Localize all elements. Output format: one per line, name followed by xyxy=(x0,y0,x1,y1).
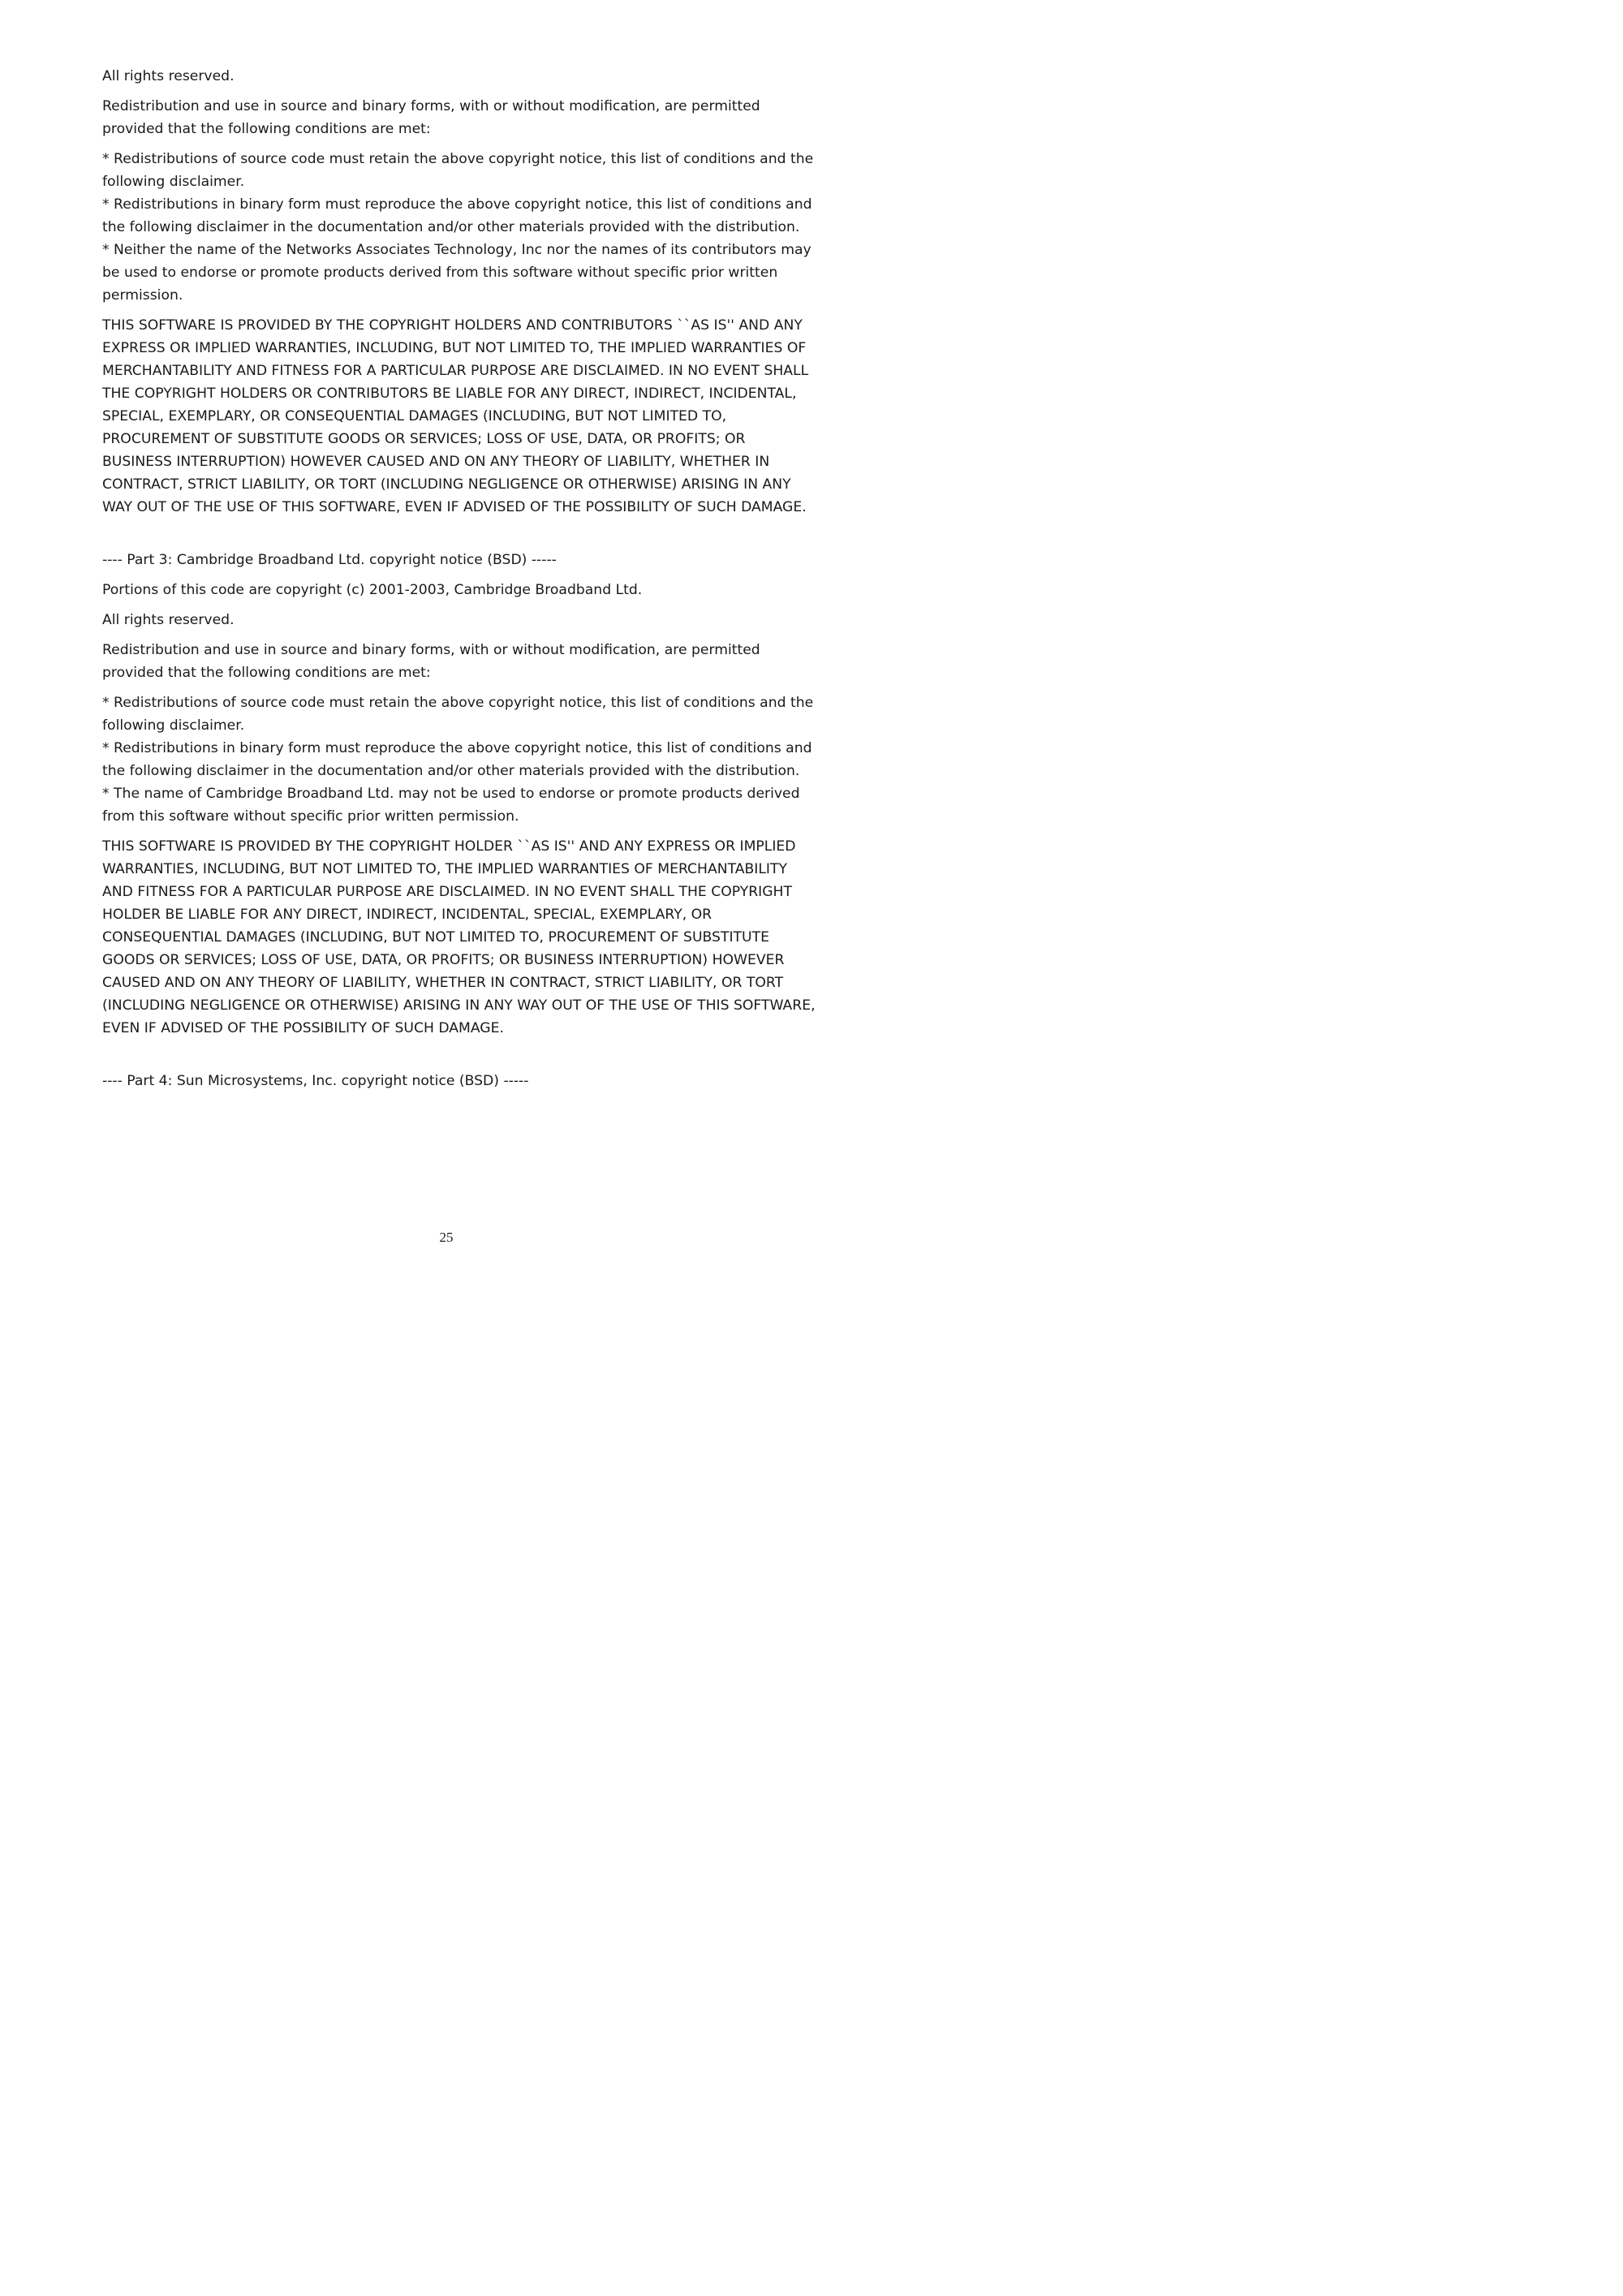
part3-copyright-text: Portions of this code are copyright (c) 2001-2003, Cambridge Broadband Ltd. xyxy=(102,582,643,598)
list-item: * Redistributions in binary form must reproduce the above copyright notice, this list of conditions and the following disclaimer in the documentation and/or other materials provided with the distribution. xyxy=(102,740,812,779)
part2-disclaimer-text: THIS SOFTWARE IS PROVIDED BY THE COPYRIGHT HOLDERS AND CONTRIBUTORS ``AS IS'' AND ANY EXPRESS OR IMPLIED WARRANTIES, INCLUDING, BUT NOT LIMITED TO, THE IMPLIED WARRANTIES OF MERCHANTABILITY AND FITNESS FOR A PARTICULAR PURPOSE ARE DISCLAIMED. IN NO EVENT SHALL THE COPYRIGHT HOLDERS OR CONTRIBUTORS BE LIABLE FOR ANY DIRECT, INDIRECT, INCIDENTAL, SPECIAL, EXEMPLARY, OR CONSEQUENTIAL DAMAGES (INCLUDING, BUT NOT LIMITED TO, PROCUREMENT OF SUBSTITUTE GOODS OR SERVICES; LOSS OF USE, DATA, OR PROFITS; OR BUSINESS INTERRUPTION) HOWEVER CAUSED AND ON ANY THEORY OF LIABILITY, WHETHER IN CONTRACT, STRICT LIABILITY, OR TORT (INCLUDING NEGLIGENCE OR OTHERWISE) ARISING IN ANY WAY OUT OF THE USE OF THIS SOFTWARE, EVEN IF ADVISED OF THE POSSIBILITY OF SUCH DAMAGE. xyxy=(102,317,809,515)
list-item: * Neither the name of the Networks Associates Technology, Inc nor the names of its contributors may be used to endorse or promote products derived from this software without specific prior written permission. xyxy=(102,242,812,304)
part4-heading: ---- Part 4: Sun Microsystems, Inc. copyright notice (BSD) ----- xyxy=(102,1073,529,1089)
list-item: * Redistributions of source code must retain the above copyright notice, this list of conditions and the following disclaimer. xyxy=(102,151,814,190)
part2-rights-text: All rights reserved. xyxy=(102,68,235,84)
part3-heading: ---- Part 3: Cambridge Broadband Ltd. copyright notice (BSD) ----- xyxy=(102,552,557,568)
part3-redistribution-text: Redistribution and use in source and binary forms, with or without modification, are permitted provided that the following conditions are met: xyxy=(102,642,760,681)
part3-conditions-list xyxy=(102,691,816,828)
page-number: 25 xyxy=(439,1230,454,1245)
list-item: * Redistributions in binary form must reproduce the above copyright notice, this list of conditions and the following disclaimer in the documentation and/or other materials provided with the distribution. xyxy=(102,196,812,235)
section-spacer xyxy=(102,1047,816,1070)
part3-rights-text: All rights reserved. xyxy=(102,612,235,628)
document-page xyxy=(102,65,816,1100)
list-item: * The name of Cambridge Broadband Ltd. may not be used to endorse or promote products derived from this software without specific prior written permission. xyxy=(102,786,800,825)
section-spacer xyxy=(102,526,816,549)
part2-redistribution-text: Redistribution and use in source and binary forms, with or without modification, are permitted provided that the following conditions are met: xyxy=(102,98,760,137)
part2-conditions-list xyxy=(102,148,816,307)
list-item: * Redistributions of source code must retain the above copyright notice, this list of conditions and the following disclaimer. xyxy=(102,695,814,734)
part3-disclaimer-text: THIS SOFTWARE IS PROVIDED BY THE COPYRIGHT HOLDER ``AS IS'' AND ANY EXPRESS OR IMPLIED WARRANTIES, INCLUDING, BUT NOT LIMITED TO, THE IMPLIED WARRANTIES OF MERCHANTABILITY AND FITNESS FOR A PARTICULAR PURPOSE ARE DISCLAIMED. IN NO EVENT SHALL THE COPYRIGHT HOLDER BE LIABLE FOR ANY DIRECT, INDIRECT, INCIDENTAL, SPECIAL, EXEMPLARY, OR CONSEQUENTIAL DAMAGES (INCLUDING, BUT NOT LIMITED TO, PROCUREMENT OF SUBSTITUTE GOODS OR SERVICES; LOSS OF USE, DATA, OR PROFITS; OR BUSINESS INTERRUPTION) HOWEVER CAUSED AND ON ANY THEORY OF LIABILITY, WHETHER IN CONTRACT, STRICT LIABILITY, OR TORT (INCLUDING NEGLIGENCE OR OTHERWISE) ARISING IN ANY WAY OUT OF THE USE OF THIS SOFTWARE, EVEN IF ADVISED OF THE POSSIBILITY OF SUCH DAMAGE. xyxy=(102,838,816,1036)
